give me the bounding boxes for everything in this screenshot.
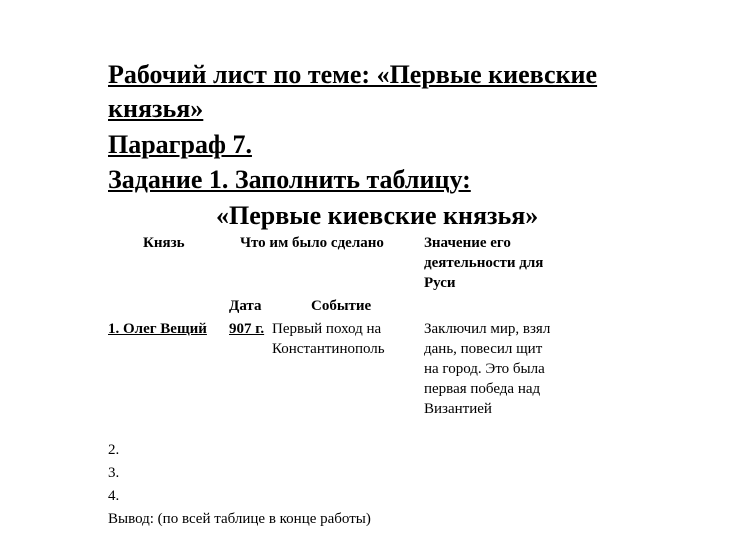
row-1-significance-line: Византией — [424, 401, 492, 417]
header-what-done: Что им было сделано — [240, 235, 384, 251]
row-1-significance-line: первая победа над — [424, 381, 541, 397]
table-title: «Первые киевские князья» — [216, 201, 539, 230]
row-1-date: 907 г. — [229, 321, 265, 337]
row-1-prince: 1. Олег Вещий — [108, 321, 207, 337]
header-significance-line: Руси — [424, 275, 456, 291]
row-1-significance-line: дань, повесил щит — [424, 341, 543, 357]
row-1-significance-line: Заключил мир, взял — [424, 321, 551, 337]
row-4-prince: 4. — [108, 488, 120, 504]
row-1-event-line: Первый поход на — [272, 321, 382, 337]
row-3-prince: 3. — [108, 465, 120, 481]
worksheet-title-line2: князья» — [108, 94, 204, 123]
task-label: Задание 1. Заполнить таблицу: — [108, 165, 471, 194]
row-1-event-line: Константинополь — [272, 341, 385, 357]
header-significance-line: Значение его — [424, 235, 511, 251]
row-1-significance-line: на город. Это была — [424, 361, 545, 377]
row-1-significance — [424, 319, 550, 419]
header-date: Дата — [229, 298, 262, 314]
paragraph-label: Параграф 7. — [108, 130, 252, 159]
worksheet-title-line1: Рабочий лист по теме: «Первые киевские — [108, 60, 598, 89]
header-event: Событие — [311, 298, 372, 314]
header-prince: Князь — [143, 235, 185, 251]
header-significance — [424, 233, 543, 293]
conclusion: Вывод: (по всей таблице в конце работы) — [108, 511, 371, 527]
row-2-prince: 2. — [108, 442, 120, 458]
header-significance-line: деятельности для — [424, 255, 544, 271]
row-1-event — [272, 319, 385, 359]
